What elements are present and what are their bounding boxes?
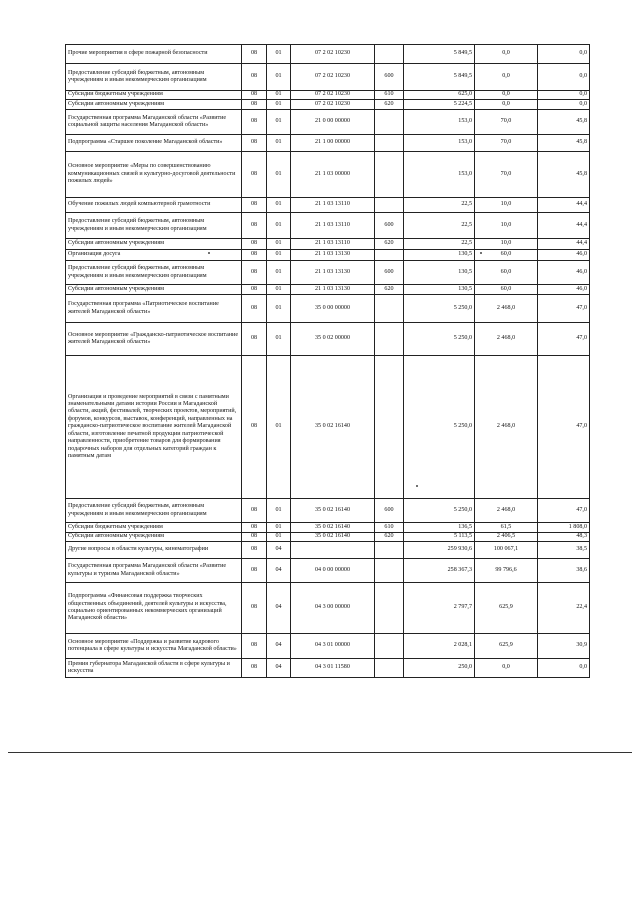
cell-vr	[375, 45, 404, 64]
table-row	[66, 583, 590, 634]
cell-plan: 5 849,5	[404, 45, 475, 64]
cell-name: Организация и проведение мероприятий в связи с памятными знаменательными датами истории России и Магаданской области, акций, фестивалей, творческих проектов, мероприятий, форумов, конкурсов, выставок, конференций, направленных на гражданско-патриотическое воспитание жителей Магаданской области, изготовление печатной продукции патриотической направленности, приобретение товаров для формирования подарочных наборов для отдельных категорий граждан к памятным датам	[66, 356, 242, 499]
cell-rz: 08	[242, 64, 267, 91]
cell-fact: 10,0	[475, 198, 538, 213]
cell-pr: 04	[267, 583, 291, 634]
cell-vr: 610	[375, 91, 404, 100]
table-row	[66, 198, 590, 213]
cell-pct: 38,6	[538, 559, 590, 583]
cell-rz: 08	[242, 198, 267, 213]
cell-rz: 08	[242, 135, 267, 152]
cell-csr: 35 0 00 00000	[291, 295, 375, 323]
cell-rz: 08	[242, 152, 267, 198]
table-row	[66, 250, 590, 261]
cell-vr: 620	[375, 533, 404, 542]
cell-pct: 46,0	[538, 261, 590, 285]
cell-pct: 0,0	[538, 659, 590, 678]
cell-pr: 01	[267, 356, 291, 499]
cell-fact: 0,0	[475, 659, 538, 678]
cell-pr: 01	[267, 323, 291, 356]
cell-rz: 08	[242, 45, 267, 64]
cell-rz: 08	[242, 110, 267, 135]
cell-fact: 625,9	[475, 634, 538, 659]
cell-csr: 35 0 02 00000	[291, 323, 375, 356]
cell-pr: 01	[267, 239, 291, 250]
cell-fact: 60,0	[475, 250, 538, 261]
cell-pct: 0,0	[538, 91, 590, 100]
cell-pct: 44,4	[538, 198, 590, 213]
cell-vr	[375, 110, 404, 135]
cell-fact: 2 468,0	[475, 499, 538, 523]
cell-fact: 60,0	[475, 285, 538, 295]
cell-name: Государственная программа «Патриотическое воспитание жителей Магаданской области»	[66, 295, 242, 323]
cell-name: Предоставление субсидий бюджетным, автономным учреждениям и иным некоммерческим организациям	[66, 64, 242, 91]
table-row	[66, 523, 590, 533]
cell-csr: 21 1 00 00000	[291, 135, 375, 152]
cell-name: Субсидии автономным учреждениям	[66, 100, 242, 110]
cell-plan: 22,5	[404, 239, 475, 250]
budget-table	[65, 44, 590, 678]
cell-vr	[375, 542, 404, 559]
cell-plan: 5 113,5	[404, 533, 475, 542]
cell-rz: 08	[242, 285, 267, 295]
cell-rz: 08	[242, 583, 267, 634]
cell-vr	[375, 250, 404, 261]
cell-vr	[375, 356, 404, 499]
cell-name: Организация досуга	[66, 250, 242, 261]
cell-fact: 99 796,6	[475, 559, 538, 583]
cell-name: Прочие мероприятия в сфере пожарной безопасности	[66, 45, 242, 64]
cell-fact: 10,0	[475, 213, 538, 239]
cell-pct: 47,0	[538, 356, 590, 499]
table-row	[66, 356, 590, 499]
table-row	[66, 542, 590, 559]
cell-csr: 07 2 02 10230	[291, 45, 375, 64]
cell-plan: 5 250,0	[404, 499, 475, 523]
cell-pr: 01	[267, 135, 291, 152]
cell-fact: 100 067,1	[475, 542, 538, 559]
cell-csr: 35 0 02 16140	[291, 356, 375, 499]
cell-plan: 5 250,0	[404, 356, 475, 499]
cell-fact: 61,5	[475, 523, 538, 533]
table-row	[66, 152, 590, 198]
cell-vr	[375, 583, 404, 634]
cell-fact: 70,0	[475, 135, 538, 152]
cell-csr: 21 1 03 13130	[291, 285, 375, 295]
cell-name: Другие вопросы в области культуры, кинематографии	[66, 542, 242, 559]
cell-csr: 21 1 03 13130	[291, 261, 375, 285]
cell-plan: 130,5	[404, 250, 475, 261]
cell-fact: 70,0	[475, 110, 538, 135]
cell-pct: 0,0	[538, 45, 590, 64]
cell-pct: 30,9	[538, 634, 590, 659]
cell-fact: 2 406,5	[475, 533, 538, 542]
cell-name: Премия губернатора Магаданской области в сфере культуры и искусства	[66, 659, 242, 678]
cell-pr: 01	[267, 100, 291, 110]
cell-pct: 45,8	[538, 110, 590, 135]
cell-pr: 01	[267, 64, 291, 91]
cell-pct: 46,0	[538, 250, 590, 261]
cell-pct: 47,0	[538, 295, 590, 323]
cell-name: Субсидии автономным учреждениям	[66, 239, 242, 250]
cell-rz: 08	[242, 100, 267, 110]
cell-plan: 5 849,5	[404, 64, 475, 91]
cell-pr: 01	[267, 499, 291, 523]
cell-fact: 0,0	[475, 64, 538, 91]
cell-csr: 07 2 02 10230	[291, 64, 375, 91]
table-row	[66, 91, 590, 100]
cell-plan: 5 250,0	[404, 295, 475, 323]
cell-pct: 47,0	[538, 323, 590, 356]
cell-csr: 07 2 02 10230	[291, 91, 375, 100]
cell-vr	[375, 659, 404, 678]
table-row	[66, 213, 590, 239]
cell-pct: 1 808,0	[538, 523, 590, 533]
cell-pct: 45,8	[538, 152, 590, 198]
cell-pr: 01	[267, 261, 291, 285]
cell-pct: 0,0	[538, 64, 590, 91]
cell-vr	[375, 559, 404, 583]
cell-rz: 08	[242, 559, 267, 583]
cell-vr: 600	[375, 499, 404, 523]
cell-pr: 01	[267, 533, 291, 542]
cell-rz: 08	[242, 323, 267, 356]
cell-pct: 45,8	[538, 135, 590, 152]
cell-csr: 04 3 01 00000	[291, 634, 375, 659]
cell-rz: 08	[242, 213, 267, 239]
scan-speck	[480, 252, 482, 254]
cell-vr: 620	[375, 100, 404, 110]
cell-pct: 44,4	[538, 213, 590, 239]
cell-vr: 620	[375, 285, 404, 295]
table-row	[66, 239, 590, 250]
cell-plan: 22,5	[404, 198, 475, 213]
cell-plan: 153,0	[404, 135, 475, 152]
cell-name: Субсидии автономным учреждениям	[66, 533, 242, 542]
cell-name: Основное мероприятие «Гражданско-патриотическое воспитание жителей Магаданской области»	[66, 323, 242, 356]
cell-vr	[375, 198, 404, 213]
table-row	[66, 659, 590, 678]
cell-plan: 250,0	[404, 659, 475, 678]
table-row	[66, 323, 590, 356]
cell-csr: 35 0 02 16140	[291, 533, 375, 542]
cell-plan: 2 797,7	[404, 583, 475, 634]
cell-pct: 0,0	[538, 100, 590, 110]
cell-name: Предоставление субсидий бюджетным, автономным учреждениям и иным некоммерческим организациям	[66, 213, 242, 239]
cell-rz: 08	[242, 239, 267, 250]
scan-speck	[208, 252, 210, 254]
cell-vr	[375, 634, 404, 659]
cell-fact: 60,0	[475, 261, 538, 285]
cell-plan: 153,0	[404, 110, 475, 135]
cell-plan: 259 930,6	[404, 542, 475, 559]
cell-rz: 08	[242, 91, 267, 100]
cell-plan: 22,5	[404, 213, 475, 239]
cell-rz: 08	[242, 499, 267, 523]
table-row	[66, 135, 590, 152]
cell-csr: 21 1 03 13110	[291, 213, 375, 239]
cell-rz: 08	[242, 542, 267, 559]
cell-fact: 0,0	[475, 100, 538, 110]
cell-plan: 2 028,1	[404, 634, 475, 659]
table-row	[66, 533, 590, 542]
table-row	[66, 100, 590, 110]
cell-name: Субсидии автономным учреждениям	[66, 285, 242, 295]
cell-pr: 01	[267, 285, 291, 295]
cell-name: Государственная программа Магаданской области «Развитие культуры и туризма Магаданской области»	[66, 559, 242, 583]
cell-pr: 01	[267, 45, 291, 64]
table-row	[66, 261, 590, 285]
table-row	[66, 634, 590, 659]
cell-pct: 38,5	[538, 542, 590, 559]
cell-fact: 2 468,0	[475, 295, 538, 323]
cell-pct: 48,3	[538, 533, 590, 542]
cell-csr: 21 1 03 13110	[291, 239, 375, 250]
cell-name: Подпрограмма «Финансовая поддержка творческих общественных объединений, деятелей культуры и искусства, социально ориентированных некоммерческих организаций Магаданской области»	[66, 583, 242, 634]
table-row	[66, 285, 590, 295]
table-row	[66, 45, 590, 64]
cell-fact: 10,0	[475, 239, 538, 250]
cell-pr: 04	[267, 559, 291, 583]
cell-pr: 01	[267, 91, 291, 100]
cell-fact: 2 468,0	[475, 323, 538, 356]
table-row	[66, 110, 590, 135]
cell-pr: 01	[267, 152, 291, 198]
cell-pr: 01	[267, 110, 291, 135]
cell-plan: 153,0	[404, 152, 475, 198]
cell-plan: 258 367,3	[404, 559, 475, 583]
table-body	[66, 45, 590, 678]
cell-pr: 01	[267, 523, 291, 533]
cell-name: Субсидии бюджетным учреждениям	[66, 91, 242, 100]
cell-fact: 2 468,0	[475, 356, 538, 499]
cell-vr: 620	[375, 239, 404, 250]
cell-plan: 130,5	[404, 285, 475, 295]
cell-plan: 5 224,5	[404, 100, 475, 110]
cell-csr: 21 0 00 00000	[291, 110, 375, 135]
cell-csr	[291, 542, 375, 559]
cell-pr: 04	[267, 659, 291, 678]
cell-pct: 46,0	[538, 285, 590, 295]
cell-pr: 01	[267, 250, 291, 261]
cell-rz: 08	[242, 659, 267, 678]
cell-vr	[375, 295, 404, 323]
cell-name: Обучение пожилых людей компьютерной грамотности	[66, 198, 242, 213]
cell-pr: 04	[267, 634, 291, 659]
cell-pr: 04	[267, 542, 291, 559]
cell-name: Государственная программа Магаданской области «Развитие социальной защиты населения Магаданской области»	[66, 110, 242, 135]
cell-csr: 04 0 00 00000	[291, 559, 375, 583]
table-row	[66, 64, 590, 91]
cell-csr: 04 3 00 00000	[291, 583, 375, 634]
cell-name: Подпрограмма «Старшее поколение Магаданской области»	[66, 135, 242, 152]
table-row	[66, 499, 590, 523]
cell-csr: 35 0 02 16140	[291, 523, 375, 533]
cell-csr: 21 1 03 00000	[291, 152, 375, 198]
cell-pr: 01	[267, 295, 291, 323]
cell-rz: 08	[242, 356, 267, 499]
cell-fact: 0,0	[475, 45, 538, 64]
scan-speck	[416, 485, 418, 487]
budget-document-page	[65, 44, 589, 678]
cell-fact: 0,0	[475, 91, 538, 100]
cell-vr: 600	[375, 261, 404, 285]
cell-vr	[375, 135, 404, 152]
cell-name: Предоставление субсидий бюджетным, автономным учреждениям и иным некоммерческим организациям	[66, 499, 242, 523]
cell-pct: 22,4	[538, 583, 590, 634]
cell-vr: 600	[375, 213, 404, 239]
cell-plan: 625,0	[404, 91, 475, 100]
cell-plan: 130,5	[404, 261, 475, 285]
cell-rz: 08	[242, 295, 267, 323]
cell-vr: 610	[375, 523, 404, 533]
cell-vr	[375, 323, 404, 356]
cell-name: Основное мероприятие «Меры по совершенствованию коммуникационных связей и культурно-досуговой деятельности пожилых людей»	[66, 152, 242, 198]
cell-pr: 01	[267, 198, 291, 213]
cell-fact: 70,0	[475, 152, 538, 198]
cell-rz: 08	[242, 634, 267, 659]
cell-rz: 08	[242, 523, 267, 533]
cell-csr: 35 0 02 16140	[291, 499, 375, 523]
cell-rz: 08	[242, 533, 267, 542]
cell-rz: 08	[242, 250, 267, 261]
cell-name: Основное мероприятие «Поддержка и развитие кадрового потенциала в сфере культуры и искусства Магаданской области»	[66, 634, 242, 659]
cell-plan: 5 250,0	[404, 323, 475, 356]
cell-csr: 04 3 01 11580	[291, 659, 375, 678]
cell-vr: 600	[375, 64, 404, 91]
cell-csr: 21 1 03 13110	[291, 198, 375, 213]
cell-csr: 07 2 02 10230	[291, 100, 375, 110]
cell-name: Субсидии бюджетным учреждениям	[66, 523, 242, 533]
cell-fact: 625,9	[475, 583, 538, 634]
cell-plan: 136,5	[404, 523, 475, 533]
cell-pr: 01	[267, 213, 291, 239]
cell-name: Предоставление субсидий бюджетным, автономным учреждениям и иным некоммерческим организациям	[66, 261, 242, 285]
table-row	[66, 295, 590, 323]
cell-vr	[375, 152, 404, 198]
cell-pct: 47,0	[538, 499, 590, 523]
cell-rz: 08	[242, 261, 267, 285]
cell-pct: 44,4	[538, 239, 590, 250]
cell-csr: 21 1 03 13130	[291, 250, 375, 261]
table-row	[66, 559, 590, 583]
page-bottom-divider	[8, 752, 632, 753]
